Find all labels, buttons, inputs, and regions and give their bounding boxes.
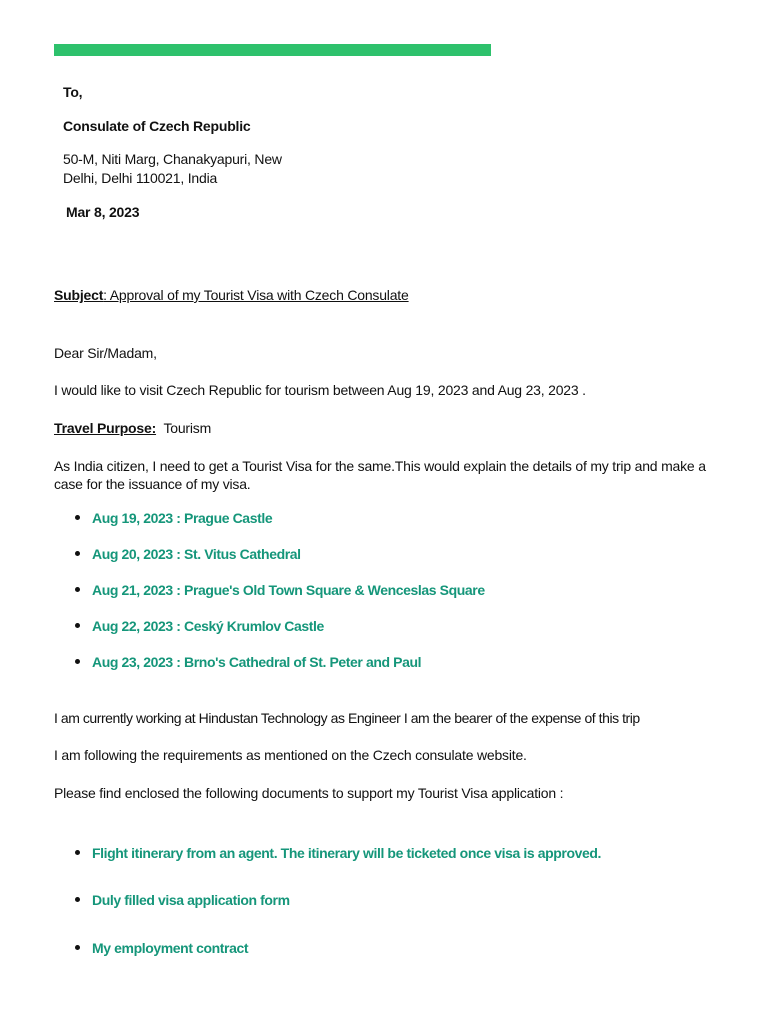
travel-purpose-line — [54, 419, 211, 437]
recipient-name: Consulate of Czech Republic — [63, 118, 251, 134]
bullet-icon — [75, 587, 80, 592]
bullet-icon — [75, 623, 80, 628]
bullet-icon — [75, 515, 80, 520]
bullet-icon — [75, 659, 80, 664]
subject-line — [54, 286, 409, 304]
letter-date: Mar 8, 2023 — [66, 204, 140, 220]
documents-intro: Please find enclosed the following documents to support my Tourist Visa application : — [54, 785, 564, 801]
citizen-paragraph: As India citizen, I need to get a Tourist Visa for the same.This would explain the details of my trip and make a case for the issuance of my visa. — [54, 458, 706, 492]
salutation: Dear Sir/Madam, — [54, 345, 157, 361]
to-line: To, — [63, 84, 83, 100]
employment-paragraph: I am currently working at Hindustan Technology as Engineer I am the bearer of the expense of this trip — [54, 710, 640, 726]
travel-purpose-label: Travel Purpose: — [54, 420, 157, 436]
bullet-icon — [75, 850, 80, 855]
header-accent-bar — [54, 44, 491, 56]
subject-label: Subject — [54, 287, 104, 303]
subject-text: : Approval of my Tourist Visa with Czech Consulate — [103, 287, 409, 303]
bullet-icon — [75, 945, 80, 950]
bullet-icon — [75, 897, 80, 902]
intro-paragraph: I would like to visit Czech Republic for tourism between Aug 19, 2023 and Aug 23, 2023 . — [54, 382, 586, 398]
address-line-1: 50-M, Niti Marg, Chanakyapuri, New — [63, 151, 282, 167]
requirements-paragraph: I am following the requirements as mentioned on the Czech consulate website. — [54, 747, 527, 763]
address-line-2: Delhi, Delhi 110021, India — [63, 170, 218, 186]
letter-page: To, Consulate of Czech Republic 50-M, Niti Marg, Chanakyapuri, New Delhi, Delhi 110021, India Mar 8, 2023 Subject: Approval of my Tourist Visa with Czech Consulate Dear Sir/Madam, I would like to visit Czech Republic for tourism between Aug 19, 2023 and Aug 23, 2023 . Travel Purpose: Tourism As India citizen, I need to get a Tourist Visa for the same.This would explain the details of my trip and make a case for the issuance of my visa. Aug 19, 2023 : Prague Castle Aug 20, 2023 : St. Vitus Cathedral Aug 21, 2023 : Prague's Old Town Square & Wenceslas Square Aug 22, 2023 : Ceský Krumlov Castle Aug 23, 2023 : Brno's Cathedral of St. Peter and Paul I am currently working at Hindustan Technology as Engineer I am the bearer of the expense of this trip I am following the requirements as mentioned on the Czech consulate website. Please find enclosed the following documents to support my Tourist Visa application : Flight itinerary from an agent. The itinerary will be ticketed once visa is approved. Duly filled visa application form My employment contract — [0, 0, 768, 1024]
travel-purpose-value: Tourism — [163, 420, 212, 436]
bullet-icon — [75, 551, 80, 556]
